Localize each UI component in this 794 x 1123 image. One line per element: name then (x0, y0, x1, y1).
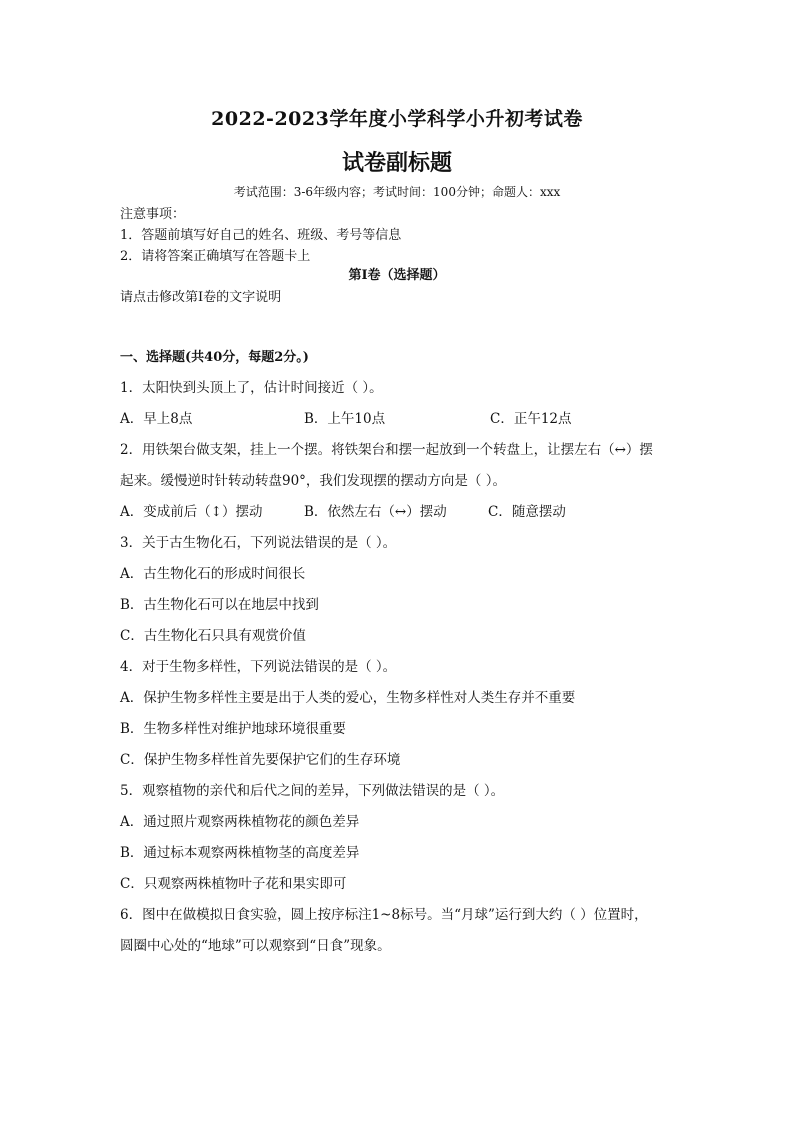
option-a: A．变成前后（↕）摆动 (120, 504, 263, 520)
question-stem: 6．图中在做模拟日食实验，圆上按序标注1~8标号。当“月球”运行到大约（ ）位置时， (120, 907, 648, 923)
option-b: B．通过标本观察两株植物茎的高度差异 (120, 845, 360, 861)
question-stem: 1．太阳快到头顶上了，估计时间接近（ ）。 (120, 380, 383, 396)
option-b: B．上午10点 (304, 411, 386, 427)
question-list (120, 373, 680, 962)
notice-item: 2．请将答案正确填写在答题卡上 (120, 249, 311, 264)
option-a: A．通过照片观察两株植物花的颜色差异 (120, 814, 360, 830)
option-a: A．保护生物多样性主要是出于人类的爱心，生物多样性对人类生存并不重要 (120, 690, 576, 706)
notice-item: 1．答题前填写好自己的姓名、班级、考号等信息 (120, 228, 402, 243)
option-row (120, 497, 680, 528)
part-description[interactable]: 请点击修改第I卷的文字说明 (120, 290, 282, 305)
option-c: C．正午12点 (490, 411, 572, 427)
option-row (120, 404, 680, 435)
option-c: C．随意摆动 (488, 504, 566, 520)
question-stem-continued: 起来。缓慢逆时针转动转盘90°，我们发现摆的摆动方向是（ ）。 (120, 473, 506, 489)
option-b: B．依然左右（↔）摆动 (304, 504, 447, 520)
question-stem-continued: 圆圈中心处的“地球”可以观察到“日食”现象。 (120, 938, 391, 954)
question-stem: 5．观察植物的亲代和后代之间的差异，下列做法错误的是（ ）。 (120, 783, 505, 799)
option-b: B．古生物化石可以在地层中找到 (120, 597, 319, 613)
question-stem: 3．关于古生物化石，下列说法错误的是（ ）。 (120, 535, 397, 551)
exam-title: 2022-2023学年度小学科学小升初考试卷 (211, 108, 583, 130)
section-title: 一、选择题(共40分，每题2分。) (120, 350, 309, 365)
option-c: C．古生物化石只具有观赏价值 (120, 628, 306, 644)
notice-block (120, 204, 401, 267)
notice-heading: 注意事项： (120, 207, 186, 222)
question-stem: 4．对于生物多样性，下列说法错误的是（ ）。 (120, 659, 397, 675)
option-b: B．生物多样性对维护地球环境很重要 (120, 721, 346, 737)
option-a: A．早上8点 (120, 411, 193, 427)
option-c: C．保护生物多样性首先要保护它们的生存环境 (120, 752, 401, 768)
part-title: 第I卷（选择题） (348, 268, 446, 283)
exam-meta: 考试范围：3-6年级内容；考试时间：100分钟；命题人：xxx (233, 185, 561, 199)
option-a: A．古生物化石的形成时间很长 (120, 566, 306, 582)
exam-subtitle: 试卷副标题 (341, 150, 452, 176)
option-c: C．只观察两株植物叶子花和果实即可 (120, 876, 347, 892)
question-stem: 2．用铁架台做支架，挂上一个摆。将铁架台和摆一起放到一个转盘上，让摆左右（↔）摆 (120, 442, 653, 458)
